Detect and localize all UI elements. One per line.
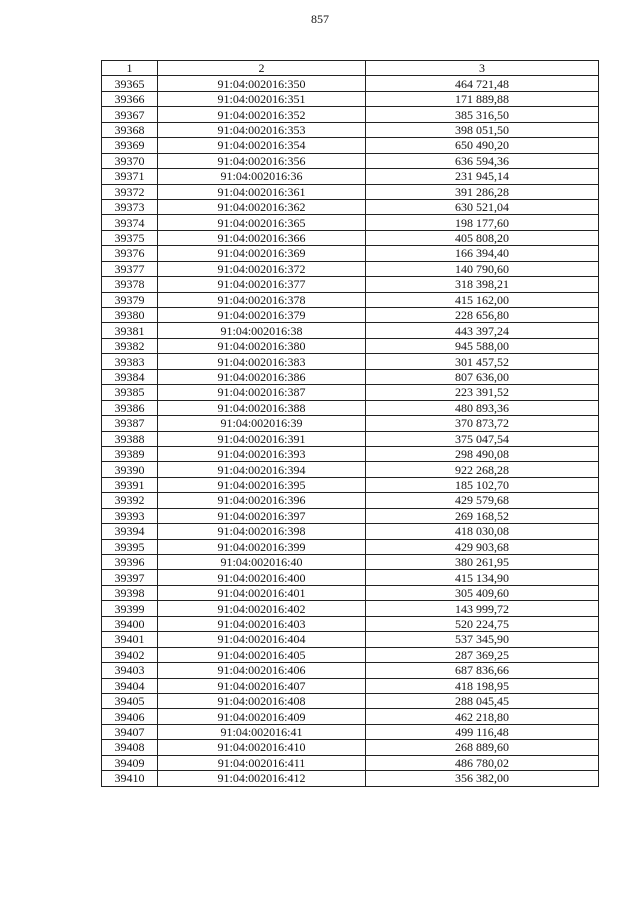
table-row: [102, 138, 599, 153]
cadastral-number-cell: 91:04:002016:352: [158, 107, 366, 122]
table-row: [102, 493, 599, 508]
row-number-cell: 39396: [102, 555, 158, 570]
value-cell: 636 594,36: [366, 153, 599, 168]
value-cell: 398 051,50: [366, 122, 599, 137]
value-cell: 301 457,52: [366, 354, 599, 369]
value-cell: 318 398,21: [366, 277, 599, 292]
cadastral-number-cell: 91:04:002016:372: [158, 261, 366, 276]
cadastral-number-cell: 91:04:002016:411: [158, 755, 366, 770]
value-cell: 922 268,28: [366, 462, 599, 477]
value-cell: 268 889,60: [366, 740, 599, 755]
table-row: [102, 616, 599, 631]
cadastral-number-cell: 91:04:002016:383: [158, 354, 366, 369]
cadastral-number-cell: 91:04:002016:393: [158, 446, 366, 461]
table-row: [102, 122, 599, 137]
page-number: 857: [311, 12, 329, 26]
row-number-cell: 39383: [102, 354, 158, 369]
cadastral-number-cell: 91:04:002016:362: [158, 199, 366, 214]
cadastral-number-cell: 91:04:002016:407: [158, 678, 366, 693]
table-row: [102, 693, 599, 708]
row-number-cell: 39374: [102, 215, 158, 230]
row-number-cell: 39397: [102, 570, 158, 585]
row-number-cell: 39407: [102, 724, 158, 739]
row-number-cell: 39400: [102, 616, 158, 631]
table-row: [102, 663, 599, 678]
row-number-cell: 39392: [102, 493, 158, 508]
value-cell: 305 409,60: [366, 585, 599, 600]
row-number-cell: 39399: [102, 601, 158, 616]
value-cell: 520 224,75: [366, 616, 599, 631]
table-row: [102, 462, 599, 477]
cadastral-number-cell: 91:04:002016:400: [158, 570, 366, 585]
table-row: [102, 709, 599, 724]
row-number-cell: 39393: [102, 508, 158, 523]
table-row: [102, 555, 599, 570]
table-row: [102, 91, 599, 106]
value-cell: 462 218,80: [366, 709, 599, 724]
cadastral-number-cell: 91:04:002016:406: [158, 663, 366, 678]
row-number-cell: 39373: [102, 199, 158, 214]
row-number-cell: 39382: [102, 338, 158, 353]
cadastral-number-cell: 91:04:002016:397: [158, 508, 366, 523]
cadastral-number-cell: 91:04:002016:404: [158, 632, 366, 647]
value-cell: 356 382,00: [366, 771, 599, 786]
table-row: [102, 246, 599, 261]
row-number-cell: 39366: [102, 91, 158, 106]
row-number-cell: 39375: [102, 230, 158, 245]
table-row: [102, 153, 599, 168]
cadastral-number-cell: 91:04:002016:386: [158, 369, 366, 384]
value-cell: 171 889,88: [366, 91, 599, 106]
table-row: [102, 184, 599, 199]
value-cell: 223 391,52: [366, 385, 599, 400]
value-cell: 287 369,25: [366, 647, 599, 662]
table-row: [102, 740, 599, 755]
table-row: [102, 308, 599, 323]
row-number-cell: 39394: [102, 524, 158, 539]
table-body: [102, 76, 599, 786]
row-number-cell: 39408: [102, 740, 158, 755]
row-number-cell: 39379: [102, 292, 158, 307]
value-cell: 298 490,08: [366, 446, 599, 461]
table-row: [102, 169, 599, 184]
cadastral-number-cell: 91:04:002016:403: [158, 616, 366, 631]
table-row: [102, 585, 599, 600]
table-row: [102, 601, 599, 616]
cadastral-number-cell: 91:04:002016:377: [158, 277, 366, 292]
table-row: [102, 755, 599, 770]
value-cell: 418 198,95: [366, 678, 599, 693]
row-number-cell: 39384: [102, 369, 158, 384]
row-number-cell: 39404: [102, 678, 158, 693]
value-cell: 185 102,70: [366, 477, 599, 492]
cadastral-number-cell: 91:04:002016:396: [158, 493, 366, 508]
table-row: [102, 570, 599, 585]
cadastral-number-cell: 91:04:002016:412: [158, 771, 366, 786]
value-cell: 231 945,14: [366, 169, 599, 184]
value-cell: 370 873,72: [366, 416, 599, 431]
cadastral-number-cell: 91:04:002016:354: [158, 138, 366, 153]
value-cell: 140 790,60: [366, 261, 599, 276]
cadastral-number-cell: 91:04:002016:356: [158, 153, 366, 168]
cadastral-number-cell: 91:04:002016:387: [158, 385, 366, 400]
row-number-cell: 39368: [102, 122, 158, 137]
value-cell: 288 045,45: [366, 693, 599, 708]
cadastral-number-cell: 91:04:002016:353: [158, 122, 366, 137]
row-number-cell: 39403: [102, 663, 158, 678]
cadastral-number-cell: 91:04:002016:388: [158, 400, 366, 415]
cadastral-number-cell: 91:04:002016:380: [158, 338, 366, 353]
value-cell: 687 836,66: [366, 663, 599, 678]
value-cell: 375 047,54: [366, 431, 599, 446]
value-cell: 415 162,00: [366, 292, 599, 307]
table-row: [102, 354, 599, 369]
value-cell: 166 394,40: [366, 246, 599, 261]
table-row: [102, 431, 599, 446]
value-cell: 486 780,02: [366, 755, 599, 770]
row-number-cell: 39391: [102, 477, 158, 492]
table-row: [102, 539, 599, 554]
value-cell: 650 490,20: [366, 138, 599, 153]
cadastral-number-cell: 91:04:002016:398: [158, 524, 366, 539]
table-row: [102, 338, 599, 353]
value-cell: 945 588,00: [366, 338, 599, 353]
table-row: [102, 230, 599, 245]
row-number-cell: 39371: [102, 169, 158, 184]
row-number-cell: 39390: [102, 462, 158, 477]
table-row: [102, 76, 599, 91]
cadastral-number-cell: 91:04:002016:41: [158, 724, 366, 739]
table-row: [102, 632, 599, 647]
value-cell: 380 261,95: [366, 555, 599, 570]
cadastral-number-cell: 91:04:002016:378: [158, 292, 366, 307]
table-row: [102, 385, 599, 400]
cadastral-number-cell: 91:04:002016:395: [158, 477, 366, 492]
table-row: [102, 215, 599, 230]
value-cell: 537 345,90: [366, 632, 599, 647]
row-number-cell: 39387: [102, 416, 158, 431]
value-cell: 429 579,68: [366, 493, 599, 508]
cadastral-number-cell: 91:04:002016:401: [158, 585, 366, 600]
value-cell: 807 636,00: [366, 369, 599, 384]
table-row: [102, 323, 599, 338]
table-row: [102, 416, 599, 431]
value-cell: 269 168,52: [366, 508, 599, 523]
cadastral-number-cell: 91:04:002016:369: [158, 246, 366, 261]
column-header-2: 2: [158, 61, 366, 76]
row-number-cell: 39401: [102, 632, 158, 647]
row-number-cell: 39369: [102, 138, 158, 153]
row-number-cell: 39372: [102, 184, 158, 199]
cadastral-number-cell: 91:04:002016:365: [158, 215, 366, 230]
value-cell: 429 903,68: [366, 539, 599, 554]
table-row: [102, 678, 599, 693]
table-row: [102, 647, 599, 662]
row-number-cell: 39380: [102, 308, 158, 323]
value-cell: 391 286,28: [366, 184, 599, 199]
cadastral-number-cell: 91:04:002016:350: [158, 76, 366, 91]
row-number-cell: 39406: [102, 709, 158, 724]
table-row: [102, 508, 599, 523]
table-row: [102, 771, 599, 786]
row-number-cell: 39381: [102, 323, 158, 338]
row-number-cell: 39377: [102, 261, 158, 276]
row-number-cell: 39386: [102, 400, 158, 415]
table-row: [102, 477, 599, 492]
table-row: [102, 261, 599, 276]
table-row: [102, 107, 599, 122]
value-cell: 385 316,50: [366, 107, 599, 122]
table-row: [102, 446, 599, 461]
cadastral-number-cell: 91:04:002016:40: [158, 555, 366, 570]
row-number-cell: 39370: [102, 153, 158, 168]
cadastral-number-cell: 91:04:002016:366: [158, 230, 366, 245]
row-number-cell: 39367: [102, 107, 158, 122]
value-cell: 443 397,24: [366, 323, 599, 338]
header-row: [102, 61, 599, 76]
row-number-cell: 39410: [102, 771, 158, 786]
value-cell: 464 721,48: [366, 76, 599, 91]
value-cell: 499 116,48: [366, 724, 599, 739]
table-row: [102, 292, 599, 307]
cadastral-number-cell: 91:04:002016:405: [158, 647, 366, 662]
value-cell: 418 030,08: [366, 524, 599, 539]
value-cell: 405 808,20: [366, 230, 599, 245]
cadastral-number-cell: 91:04:002016:408: [158, 693, 366, 708]
row-number-cell: 39385: [102, 385, 158, 400]
row-number-cell: 39388: [102, 431, 158, 446]
cadastral-number-cell: 91:04:002016:351: [158, 91, 366, 106]
table-row: [102, 400, 599, 415]
row-number-cell: 39365: [102, 76, 158, 91]
table-header: [102, 61, 599, 76]
cadastral-number-cell: 91:04:002016:410: [158, 740, 366, 755]
column-header-1: 1: [102, 61, 158, 76]
cadastral-number-cell: 91:04:002016:391: [158, 431, 366, 446]
value-cell: 630 521,04: [366, 199, 599, 214]
row-number-cell: 39378: [102, 277, 158, 292]
row-number-cell: 39376: [102, 246, 158, 261]
cadastral-number-cell: 91:04:002016:361: [158, 184, 366, 199]
cadastral-number-cell: 91:04:002016:36: [158, 169, 366, 184]
cadastral-number-cell: 91:04:002016:394: [158, 462, 366, 477]
row-number-cell: 39395: [102, 539, 158, 554]
cadastral-number-cell: 91:04:002016:39: [158, 416, 366, 431]
row-number-cell: 39405: [102, 693, 158, 708]
table-row: [102, 724, 599, 739]
registry-table: [101, 60, 599, 787]
row-number-cell: 39402: [102, 647, 158, 662]
table-row: [102, 199, 599, 214]
cadastral-number-cell: 91:04:002016:402: [158, 601, 366, 616]
value-cell: 480 893,36: [366, 400, 599, 415]
cadastral-number-cell: 91:04:002016:399: [158, 539, 366, 554]
row-number-cell: 39389: [102, 446, 158, 461]
table-row: [102, 369, 599, 384]
row-number-cell: 39398: [102, 585, 158, 600]
value-cell: 415 134,90: [366, 570, 599, 585]
cadastral-number-cell: 91:04:002016:379: [158, 308, 366, 323]
row-number-cell: 39409: [102, 755, 158, 770]
value-cell: 143 999,72: [366, 601, 599, 616]
table-row: [102, 277, 599, 292]
column-header-3: 3: [366, 61, 599, 76]
value-cell: 198 177,60: [366, 215, 599, 230]
cadastral-number-cell: 91:04:002016:38: [158, 323, 366, 338]
value-cell: 228 656,80: [366, 308, 599, 323]
table-row: [102, 524, 599, 539]
cadastral-number-cell: 91:04:002016:409: [158, 709, 366, 724]
